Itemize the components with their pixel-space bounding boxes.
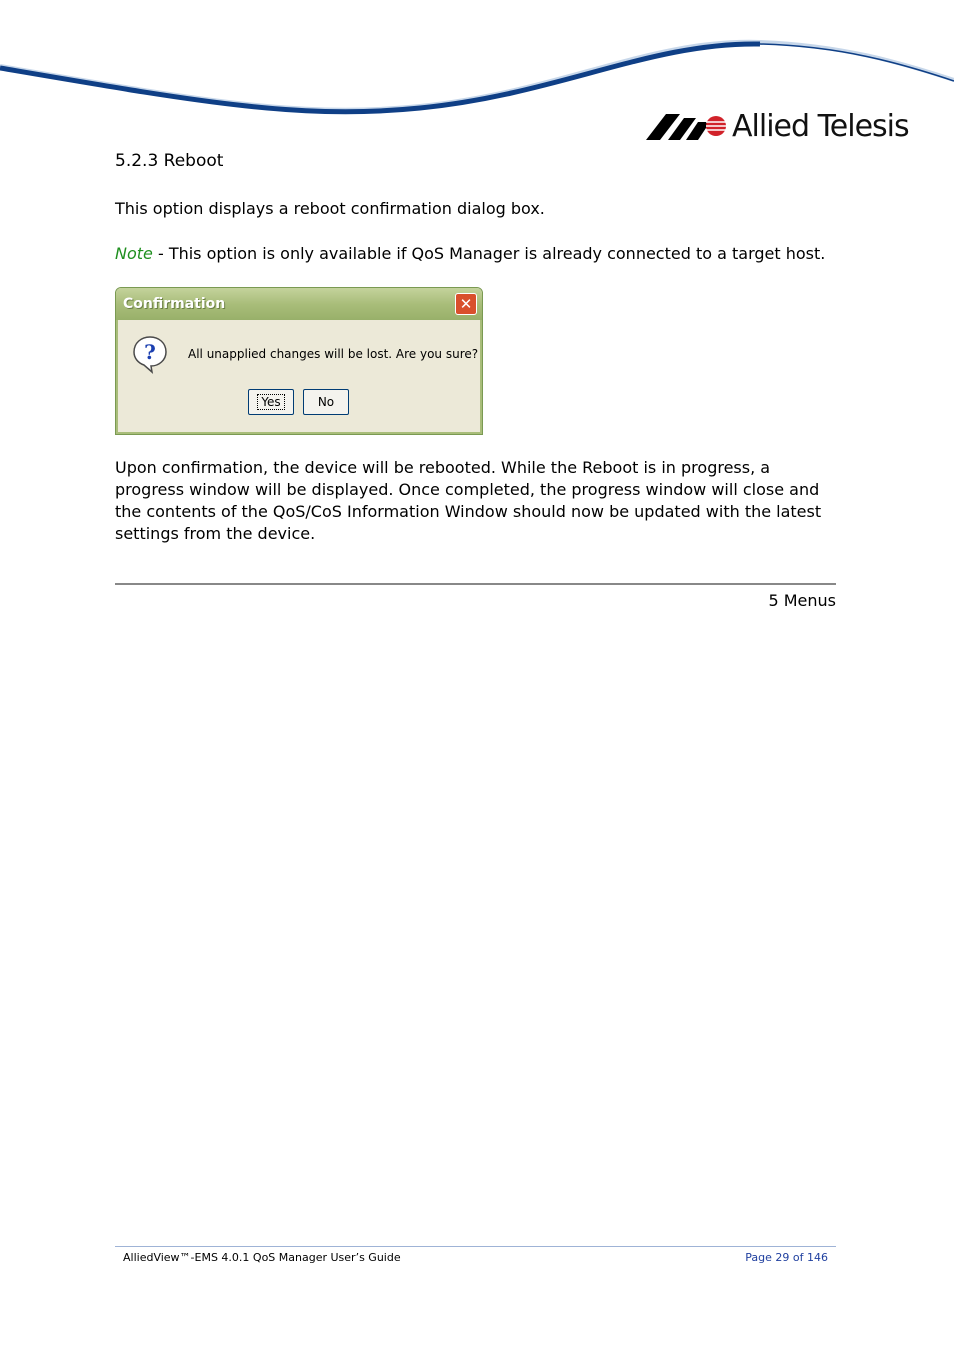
dialog-title: Confirmation bbox=[123, 296, 226, 312]
confirmation-dialog bbox=[115, 287, 483, 435]
no-button[interactable]: No bbox=[303, 389, 349, 415]
dialog-message: All unapplied changes will be lost. Are you sure? bbox=[188, 347, 479, 361]
page-number: Page 29 of 146 bbox=[745, 1251, 828, 1264]
dialog-titlebar[interactable] bbox=[116, 288, 482, 320]
chapter-label: 5 Menus bbox=[768, 591, 836, 610]
logo-mark-icon bbox=[646, 114, 726, 140]
close-icon: ✕ bbox=[459, 295, 473, 313]
svg-text:?: ? bbox=[144, 340, 156, 364]
allied-telesis-logo bbox=[646, 108, 909, 146]
close-button[interactable] bbox=[455, 293, 477, 315]
note-label: Note bbox=[115, 244, 153, 263]
footer-divider bbox=[115, 1246, 836, 1247]
intro-paragraph: This option displays a reboot confirmation dialog box. bbox=[115, 199, 545, 218]
question-icon bbox=[130, 334, 170, 374]
note-text: - This option is only available if QoS Manager is already connected to a target host. bbox=[152, 244, 826, 263]
yes-button[interactable] bbox=[248, 389, 294, 415]
logo-text: Allied Telesis bbox=[732, 109, 909, 144]
body-paragraph: Upon confirmation, the device will be rebooted. While the Reboot is in progress, a progress window will be displayed. Once completed, the progress window will close and the contents of the QoS/CoS Information Window should now be updated with the latest settings from the device. bbox=[115, 458, 822, 543]
section-divider bbox=[115, 583, 836, 585]
footer-title: AlliedView™-EMS 4.0.1 QoS Manager User’s Guide bbox=[123, 1251, 401, 1264]
note-paragraph bbox=[115, 243, 835, 265]
yes-button-label: Yes bbox=[257, 394, 284, 410]
dialog-body bbox=[116, 320, 482, 434]
section-title: 5.2.3 Reboot bbox=[115, 151, 224, 171]
